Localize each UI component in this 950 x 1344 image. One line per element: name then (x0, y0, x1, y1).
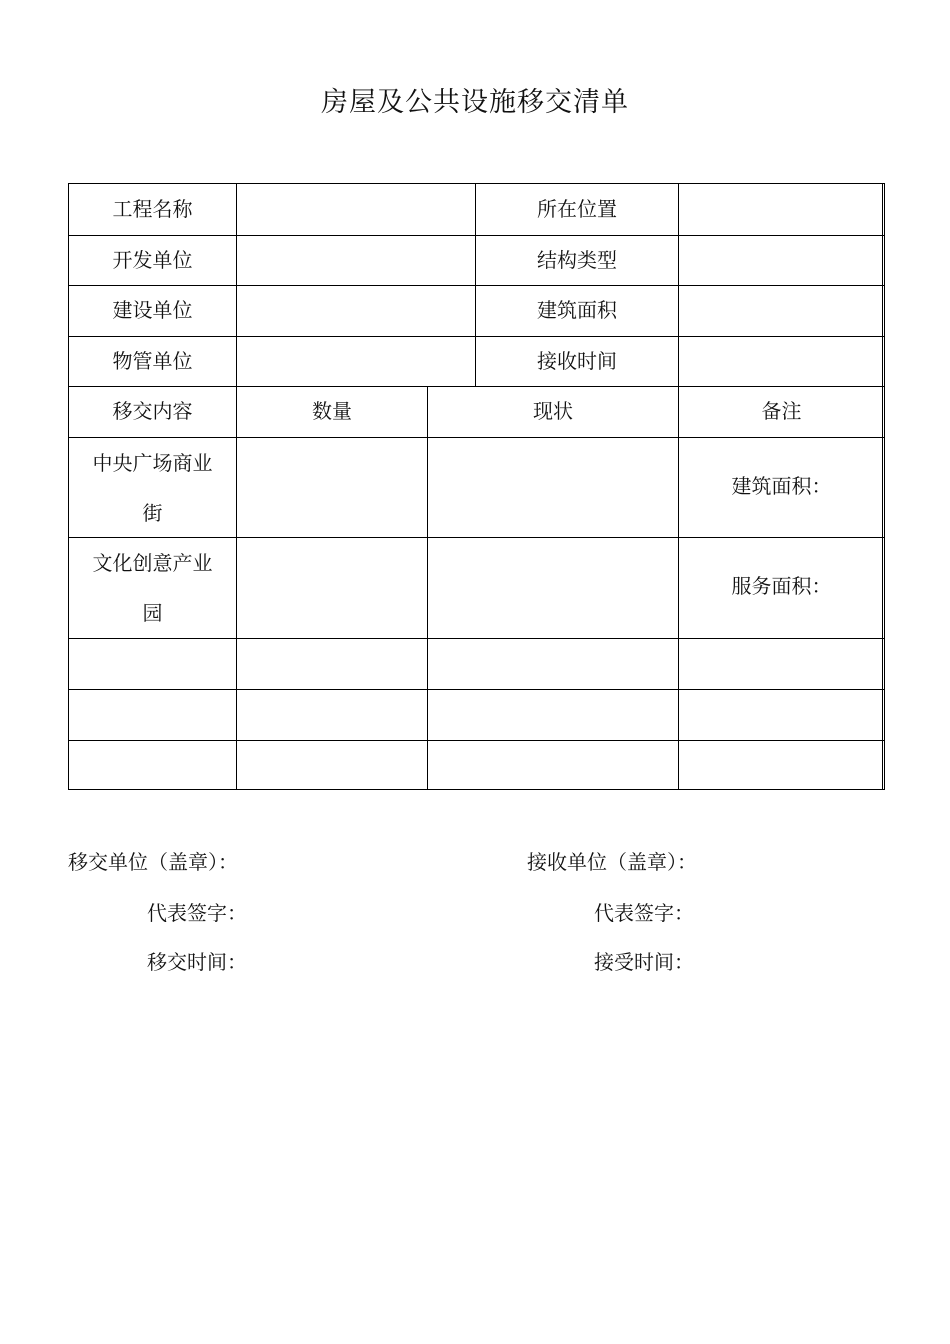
label-property-management: 物管单位 (112, 348, 193, 373)
field-structure-type[interactable] (679, 236, 884, 285)
item-quantity[interactable] (237, 690, 427, 740)
item-content (69, 438, 236, 537)
field-developer[interactable] (237, 236, 475, 285)
header-quantity: 数量 (312, 399, 352, 423)
item-remark[interactable] (679, 741, 884, 789)
label-location: 所在位置 (537, 196, 617, 221)
item-remark[interactable] (679, 639, 884, 689)
item-quantity[interactable] (237, 639, 427, 689)
label-receive-time: 接收时间 (537, 348, 617, 373)
item-status[interactable] (428, 438, 678, 537)
item-status[interactable] (428, 639, 678, 689)
item-quantity[interactable] (237, 538, 427, 638)
transfer-sign-label: 代表签字： (147, 901, 247, 925)
receive-sign-label: 代表签字： (594, 901, 694, 925)
handover-form-table (68, 183, 885, 790)
receive-time-label: 接受时间： (594, 950, 694, 974)
item-quantity[interactable] (237, 741, 427, 789)
document-title: 房屋及公共设施移交清单 (321, 87, 629, 118)
item-content[interactable] (69, 690, 236, 740)
transfer-time-label: 移交时间： (147, 950, 247, 974)
header-status: 现状 (533, 399, 573, 423)
field-project-name[interactable] (237, 184, 475, 235)
transfer-unit-label: 移交单位（盖章）： (68, 850, 238, 874)
item-content-line: 文化创意产业 (92, 551, 213, 575)
header-content: 移交内容 (112, 399, 193, 423)
header-remark: 备注 (761, 399, 802, 423)
receive-unit-label: 接收单位（盖章）： (527, 850, 697, 874)
item-content-line: 街 (142, 500, 163, 525)
label-project-name: 工程名称 (112, 196, 193, 221)
item-content[interactable] (69, 639, 236, 689)
item-status[interactable] (428, 538, 678, 638)
item-status[interactable] (428, 741, 678, 789)
item-remark: 服务面积： (731, 574, 832, 598)
item-quantity[interactable] (237, 438, 427, 537)
label-construction-unit: 建设单位 (112, 298, 193, 322)
field-construction-unit[interactable] (237, 286, 475, 336)
item-content (69, 538, 236, 638)
label-developer: 开发单位 (112, 248, 193, 272)
item-status[interactable] (428, 690, 678, 740)
field-building-area[interactable] (679, 286, 884, 336)
field-receive-time[interactable] (679, 337, 884, 386)
item-remark[interactable] (679, 690, 884, 740)
item-content-line: 中央广场商业 (92, 450, 213, 475)
item-content[interactable] (69, 741, 236, 789)
field-property-management[interactable] (237, 337, 475, 386)
field-location[interactable] (679, 184, 884, 235)
label-structure-type: 结构类型 (537, 248, 617, 272)
item-remark: 建筑面积： (731, 474, 832, 498)
item-content-line: 园 (142, 601, 163, 625)
label-building-area: 建筑面积 (537, 298, 617, 322)
